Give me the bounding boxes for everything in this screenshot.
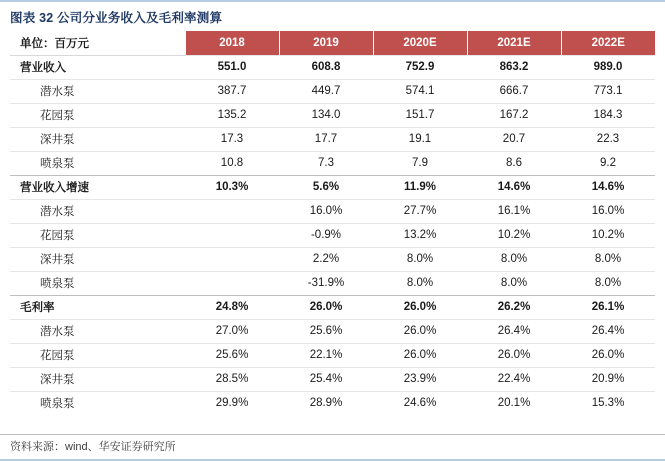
cell-2022e: 8.0% — [561, 247, 655, 271]
cell-2022e: 20.9% — [561, 367, 655, 391]
cell-2020e: 23.9% — [373, 367, 467, 391]
cell-2022e: 989.0 — [561, 55, 655, 79]
row-label: 深井泵 — [10, 127, 185, 151]
cell-2018: 551.0 — [185, 55, 279, 79]
cell-2021e: 8.6 — [467, 151, 561, 175]
row-label: 喷泉泵 — [10, 151, 185, 175]
cell-2020e: 26.0% — [373, 343, 467, 367]
table-row — [10, 175, 655, 199]
table-row — [10, 343, 655, 367]
table-row — [10, 271, 655, 295]
cell-2021e: 863.2 — [467, 55, 561, 79]
table-row — [10, 223, 655, 247]
table-row — [10, 319, 655, 343]
row-label: 花园泵 — [10, 223, 185, 247]
cell-2018: 29.9% — [215, 397, 249, 410]
table-header — [10, 31, 655, 55]
column-header-2019: 2019 — [279, 31, 373, 55]
row-label: 深井泵 — [10, 367, 185, 391]
footer-divider — [0, 434, 665, 435]
column-header-unit: 单位：百万元 — [10, 31, 185, 55]
cell-2018 — [185, 247, 279, 271]
cell-2018: 387.7 — [185, 79, 279, 103]
table-row — [10, 127, 655, 151]
cell-2018: 10.3% — [185, 175, 279, 199]
cell-2021e: 22.4% — [467, 367, 561, 391]
cell-2019: 2.2% — [279, 247, 373, 271]
cell-2018: 24.8% — [185, 295, 279, 319]
column-header-2021e: 2021E — [467, 31, 561, 55]
cell-2022e: 8.0% — [561, 271, 655, 295]
row-label: 潜水泵 — [10, 79, 185, 103]
cell-2021e: 26.0% — [467, 343, 561, 367]
cell-2022e: 14.6% — [561, 175, 655, 199]
cell-2021e: 26.2% — [467, 295, 561, 319]
cell-2020e: 26.0% — [373, 295, 467, 319]
cell-2018: 17.3 — [185, 127, 279, 151]
cell-2021e: 20.1% — [497, 397, 531, 410]
cell-2020e: 151.7 — [373, 103, 467, 127]
cell-2018: 25.6% — [185, 343, 279, 367]
cell-2021e: 20.7 — [467, 127, 561, 151]
cell-2019: 22.1% — [279, 343, 373, 367]
cell-2018 — [185, 271, 279, 295]
cell-2021e: 16.1% — [467, 199, 561, 223]
cell-2018: 135.2 — [185, 103, 279, 127]
cell-2019: 449.7 — [279, 79, 373, 103]
row-label: 营业收入增速 — [10, 175, 185, 199]
table-body — [10, 55, 655, 415]
cell-2022e: 16.0% — [561, 199, 655, 223]
cell-2020e: 27.7% — [373, 199, 467, 223]
cell-2020e: 26.0% — [373, 319, 467, 343]
cell-2020e: 8.0% — [373, 271, 467, 295]
row-label: 营业收入 — [10, 55, 185, 79]
row-label: 喷泉泵 — [40, 398, 75, 411]
cell-2018: 28.5% — [185, 367, 279, 391]
row-label: 花园泵 — [10, 343, 185, 367]
cell-2019: 25.6% — [279, 319, 373, 343]
table-row — [10, 151, 655, 175]
cell-2020e: 7.9 — [373, 151, 467, 175]
cell-2020e: 13.2% — [373, 223, 467, 247]
column-header-2018: 2018 — [185, 31, 279, 55]
table-row — [10, 367, 655, 391]
cell-2020e: 574.1 — [373, 79, 467, 103]
cell-2019: 28.9% — [309, 397, 343, 410]
column-header-2020e: 2020E — [373, 31, 467, 55]
cell-2022e: 10.2% — [561, 223, 655, 247]
table-row — [10, 103, 655, 127]
row-label: 喷泉泵 — [10, 271, 185, 295]
row-label: 毛利率 — [10, 295, 185, 319]
cell-2020e: 24.6% — [403, 397, 437, 410]
cell-2021e: 167.2 — [467, 103, 561, 127]
cell-2021e: 14.6% — [467, 175, 561, 199]
cell-2022e: 9.2 — [561, 151, 655, 175]
source-note: 资料来源：wind、华安证券研究所 — [10, 441, 176, 453]
cell-2022e: 773.1 — [561, 79, 655, 103]
cell-2020e: 19.1 — [373, 127, 467, 151]
cell-2019: -31.9% — [279, 271, 373, 295]
cell-2022e: 26.0% — [561, 343, 655, 367]
cell-2019: 25.4% — [279, 367, 373, 391]
page-title: 图表 32 公司分业务收入及毛利率测算 — [10, 11, 223, 25]
table-row — [10, 79, 655, 103]
cell-2018 — [185, 223, 279, 247]
table-row — [10, 295, 655, 319]
cell-2019: 134.0 — [279, 103, 373, 127]
cell-2022e: 26.1% — [561, 295, 655, 319]
cell-2021e: 8.0% — [467, 271, 561, 295]
column-header-2022e: 2022E — [561, 31, 655, 55]
cell-2020e: 752.9 — [373, 55, 467, 79]
cell-2022e: 184.3 — [561, 103, 655, 127]
cell-2019: 26.0% — [279, 295, 373, 319]
cell-2019: 7.3 — [279, 151, 373, 175]
cell-2018 — [185, 199, 279, 223]
table-row — [10, 199, 655, 223]
financial-table — [10, 31, 655, 415]
cell-2019: 16.0% — [279, 199, 373, 223]
cell-2022e: 26.4% — [561, 319, 655, 343]
cell-2019: -0.9% — [279, 223, 373, 247]
cell-2021e: 26.4% — [467, 319, 561, 343]
table-row — [10, 247, 655, 271]
row-label: 潜水泵 — [10, 199, 185, 223]
cell-2021e: 666.7 — [467, 79, 561, 103]
cell-2018: 10.8 — [185, 151, 279, 175]
cell-2019: 17.7 — [279, 127, 373, 151]
cell-2020e: 11.9% — [373, 175, 467, 199]
table-header-row — [10, 31, 655, 55]
cell-2018: 27.0% — [185, 319, 279, 343]
cell-2022e: 22.3 — [561, 127, 655, 151]
table-row — [10, 391, 655, 415]
cell-2021e: 10.2% — [467, 223, 561, 247]
cell-2021e: 8.0% — [467, 247, 561, 271]
row-label: 深井泵 — [10, 247, 185, 271]
row-label: 花园泵 — [10, 103, 185, 127]
row-label: 潜水泵 — [10, 319, 185, 343]
cell-2019: 5.6% — [279, 175, 373, 199]
cell-2020e: 8.0% — [373, 247, 467, 271]
cell-2019: 608.8 — [279, 55, 373, 79]
table-row — [10, 55, 655, 79]
cell-2022e: 15.3% — [591, 397, 625, 410]
